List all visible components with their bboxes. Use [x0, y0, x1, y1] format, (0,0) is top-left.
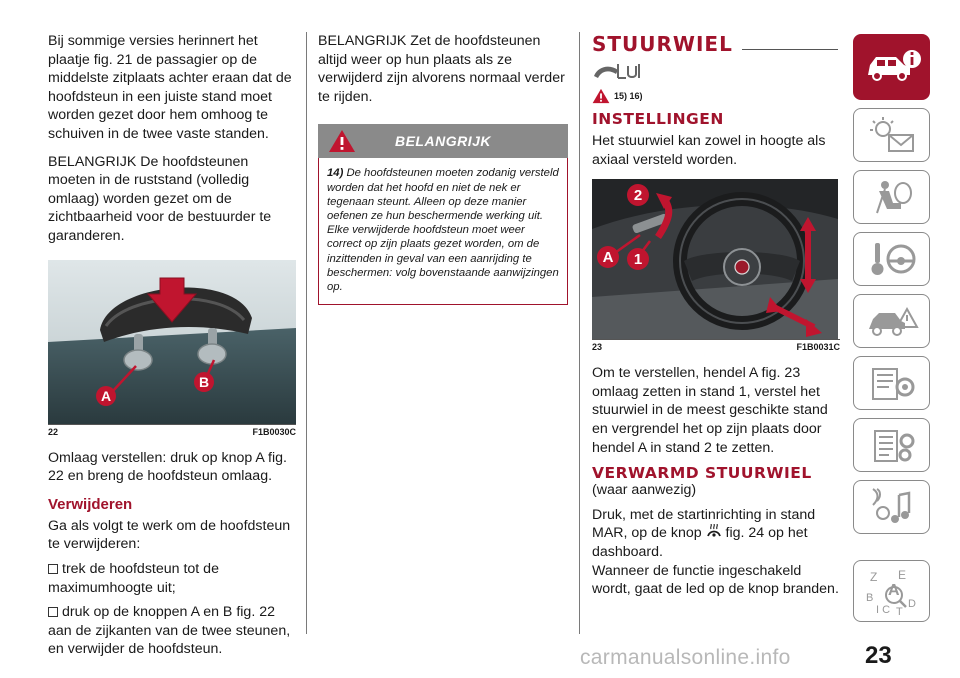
index-icon: [862, 565, 922, 617]
breakdown-icon: [865, 301, 919, 341]
steering-wheel-illustration: [592, 179, 838, 339]
seat-airbag-icon: [865, 177, 919, 217]
headrest-illustration: [48, 260, 296, 424]
paragraph: BELANGRIJK Zet de hoofdsteunen altijd weer op hun plaats als ze verwijderd zijn alvorens normaal verder te rijden.: [318, 33, 565, 105]
tab-index[interactable]: [853, 560, 930, 622]
bullet-text: druk op de knoppen A en B fig. 22 aan de zijkanten van de twee steunen, en verwijder de hoofdsteun.: [48, 604, 291, 658]
figure-code: F1B0031C: [796, 342, 840, 353]
paragraph: BELANGRIJK De hoofdsteunen moeten in de ruststand (volledig omlaag) worden gezet om de zichtbaarheid voor de bestuurder te garanderen.: [48, 153, 272, 244]
maintenance-icon: [865, 363, 919, 403]
warning-text: De hoofdsteunen moeten zodanig versteld worden dat het hoofd en niet de nek er tegenaan steunt. Alleen op deze manier oefenen ze hun beschermende werking uit. Elke verwijderde hoofdsteun moet weer correct op zijn plaats gezet worden, om de inzittenden in geval van een aanrijding te beschermen: volg bovenstaande aanwijzingen op.: [327, 167, 559, 293]
svg-text:D: D: [907, 598, 916, 610]
svg-text:A: A: [887, 582, 900, 599]
paragraph-text: fig. 24 op het dashboard.: [592, 525, 808, 560]
heated-steering-wheel-icon: [706, 524, 722, 538]
warning-title: BELANGRIJK: [394, 133, 491, 150]
page-number: 23: [865, 642, 892, 669]
paragraph: Ga als volgt te werk om de hoofdsteun te verwijderen:: [48, 517, 291, 553]
key-steering-icon: [865, 239, 919, 279]
references-row: [592, 88, 840, 104]
paragraph: Bij sommige versies herinnert het plaatje fig. 21 de passagier op de middelste zitplaats achter eraan dat de hoofdsteun in een juiste stand moet worden gezet door hem omhoog te schuiven in de twee vaste standen.: [48, 33, 292, 142]
tab-multimedia[interactable]: [853, 480, 930, 534]
heading: INSTELLINGEN: [592, 110, 724, 128]
heading-note: (waar aanwezig): [592, 482, 697, 499]
bullet-text: trek de hoofdsteun tot de maximumhoogte uit;: [48, 560, 219, 596]
multimedia-icon: [865, 487, 919, 527]
warning-ref: 14): [327, 167, 344, 180]
tab-safety[interactable]: [853, 170, 930, 224]
watermark: carmanualsonline.info: [580, 646, 791, 669]
paragraph: Om te verstellen, hendel A fig. 23 omlaag zetten in stand 1, verstel het stuurwiel in de meest geschikte stand en vergrendel het op zijn plaats door hendel A in stand 2 te zetten.: [592, 365, 828, 456]
section-title-row: [592, 32, 840, 56]
tab-technical-data[interactable]: [853, 418, 930, 472]
references: 15) 16): [614, 91, 643, 101]
svg-text:E: E: [897, 568, 906, 582]
checkbox-bullet-icon: [48, 607, 58, 617]
steering-figure: [592, 179, 840, 340]
headrest-figure: [48, 260, 296, 425]
tab-car-info[interactable]: [853, 34, 930, 100]
figure-number: 23: [592, 342, 603, 353]
column-divider: [579, 32, 580, 634]
title-rule: [742, 49, 838, 50]
paragraph: Het stuurwiel kan zowel in hoogte als axiaal versteld worden.: [592, 133, 826, 168]
figure-caption: [48, 425, 296, 437]
column-left: [48, 32, 296, 659]
paragraph-text: Druk, met de startinrichting in stand MAR, op de knop: [592, 506, 816, 542]
label-a: A: [100, 387, 112, 404]
bullet-item: [48, 560, 296, 597]
bullet-item: [48, 603, 296, 659]
subheading: Verwijderen: [48, 495, 133, 513]
svg-text:I C: I C: [875, 604, 890, 616]
label-b: B: [198, 373, 210, 390]
paragraph: Wanneer de functie ingeschakeld wordt, gaat de led op de knop branden.: [592, 562, 839, 598]
tab-starting-driving[interactable]: [853, 232, 930, 286]
car-info-icon: [862, 47, 922, 87]
section-title: STUURWIEL: [592, 32, 733, 56]
heading: VERWARMD STUURWIEL: [592, 464, 812, 483]
model-logo-icon: [592, 58, 644, 82]
warning-box: [318, 124, 568, 305]
warning-lights-icon: [865, 115, 919, 155]
column-middle: [318, 32, 568, 305]
svg-text:T: T: [895, 606, 903, 617]
paragraph: [592, 506, 840, 562]
figure-number: 22: [48, 426, 59, 437]
label-1: 1: [633, 251, 643, 269]
column-divider: [306, 32, 307, 634]
warning-header: [318, 124, 568, 158]
figure-code: F1B0030C: [252, 426, 296, 437]
tab-emergency[interactable]: [853, 294, 930, 348]
label-2: 2: [633, 187, 643, 205]
column-right: [592, 32, 840, 599]
svg-text:Z: Z: [869, 570, 877, 584]
tab-warning-lights[interactable]: [853, 108, 930, 162]
warning-triangle-icon: [592, 88, 610, 104]
figure-caption: [592, 340, 840, 352]
warning-body: [318, 158, 568, 305]
svg-text:B: B: [865, 592, 873, 604]
checkbox-bullet-icon: [48, 564, 58, 574]
tab-maintenance[interactable]: [853, 356, 930, 410]
paragraph: Omlaag verstellen: druk op knop A fig. 22 en breng de hoofdsteun omlaag.: [48, 449, 287, 485]
label-a: A: [602, 249, 614, 267]
technical-data-icon: [865, 425, 919, 465]
